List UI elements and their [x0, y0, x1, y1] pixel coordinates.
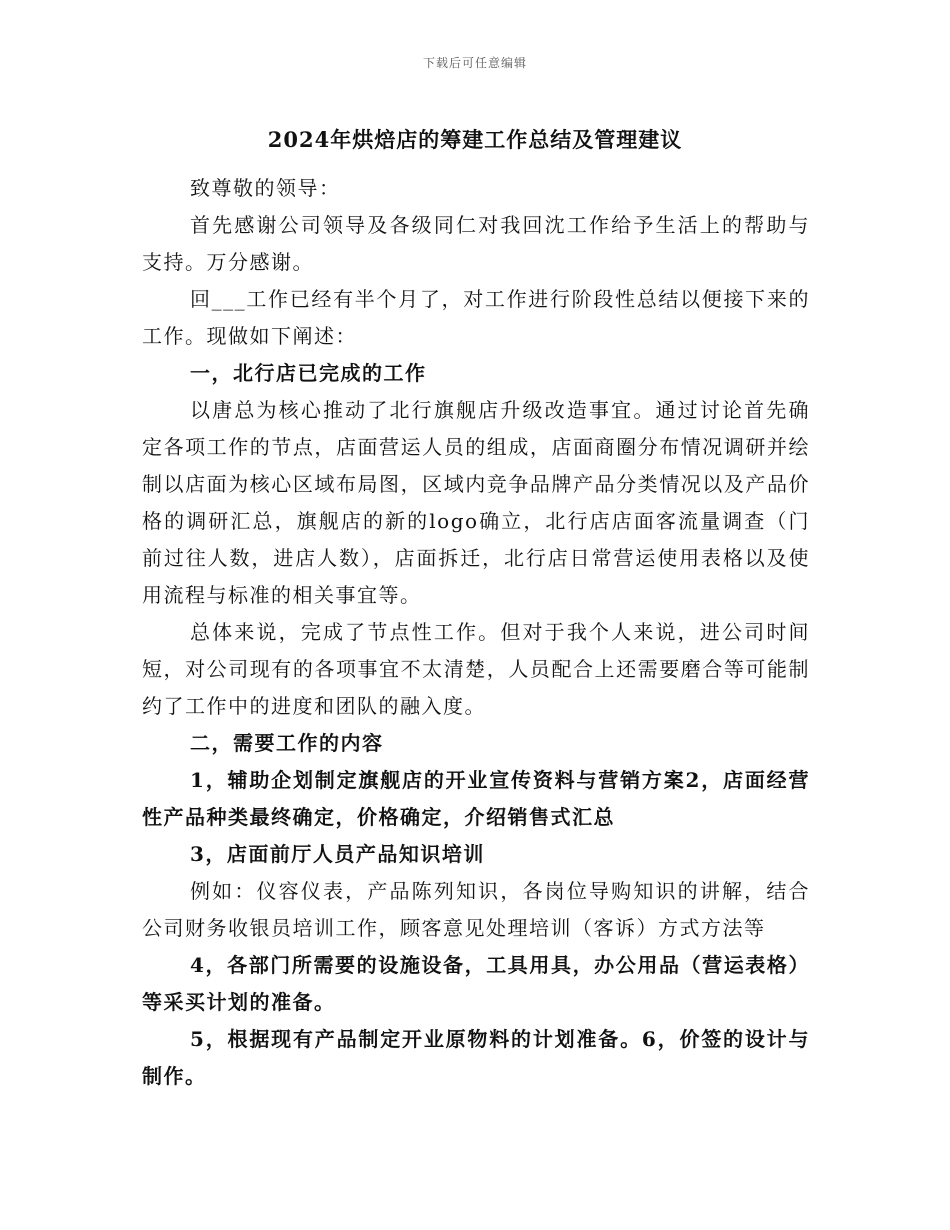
task-item-1-2: 1，辅助企划制定旗舰店的开业宣传资料与营销方案2，店面经营性产品种类最终确定，价格确定，介绍销售式汇总 [142, 768, 810, 829]
task-item-5-6: 5，根据现有产品制定开业原物料的计划准备。6，价签的设计与制作。 [142, 1027, 810, 1088]
task-item-3-example: 例如：仪容仪表，产品陈列知识，各岗位导购知识的讲解，结合公司财务收银员培训工作，顾客意见处理培训（客诉）方式方法等 [142, 879, 810, 940]
salutation: 致尊敬的领导： [190, 176, 341, 200]
document-title: 2024年烘焙店的筹建工作总结及管理建议 [267, 127, 683, 152]
section-heading-1: 一，北行店已完成的工作 [190, 361, 427, 385]
task-item-3: 3，店面前厅人员产品知识培训 [190, 842, 485, 866]
header-note: 下载后可任意编辑 [422, 56, 527, 70]
document-body [142, 170, 810, 1095]
section-heading-2: 二，需要工作的内容 [190, 731, 384, 755]
paragraph-intro: 回___工作已经有半个月了，对工作进行阶段性总结以便接下来的工作。现做如下阐述： [142, 287, 810, 348]
paragraph-completed-work: 以唐总为核心推动了北行旗舰店升级改造事宜。通过讨论首先确定各项工作的节点，店面营运人员的组成，店面商圈分布情况调研并绘制以店面为核心区域布局图，区域内竞争品牌产品分类情况以及产品价格的调研汇总，旗舰店的新的logo确立，北行店店面客流量调查（门前过往人数，进店人数），店面拆迁，北行店日常营运使用表格以及使用流程与标准的相关事宜等。 [142, 398, 810, 607]
task-item-4: 4，各部门所需要的设施设备，工具用具，办公用品（营运表格）等采买计划的准备。 [142, 953, 810, 1014]
paragraph-thanks: 首先感谢公司领导及各级同仁对我回沈工作给予生活上的帮助与支持。万分感谢。 [142, 213, 810, 274]
paragraph-summary: 总体来说，完成了节点性工作。但对于我个人来说，进公司时间短，对公司现有的各项事宜不太清楚，人员配合上还需要磨合等可能制约了工作中的进度和团队的融入度。 [142, 620, 810, 718]
